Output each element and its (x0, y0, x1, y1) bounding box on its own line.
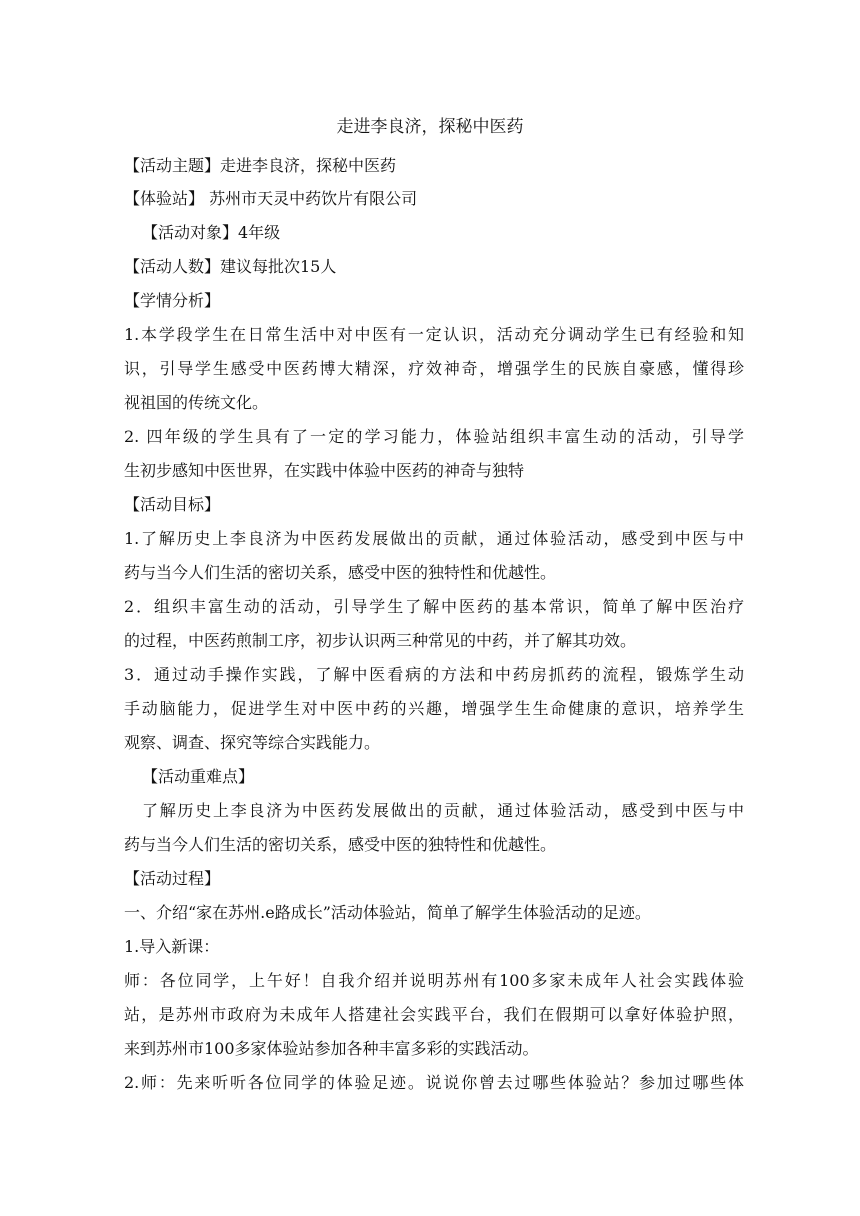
process-paragraph-line: 2.师：先来听听各位同学的体验足迹。说说你曾去过哪些体验站？参加过哪些体 (124, 1073, 744, 1092)
activity-theme-line: 【活动主题】走进李良济，探秘中医药 (124, 156, 397, 175)
analysis-paragraph-line: 识，引导学生感受中医药博大精深，疗效神奇，增强学生的民族自豪感，懂得珍 (124, 359, 744, 378)
participant-count-line: 【活动人数】建议每批次15人 (124, 257, 337, 276)
process-paragraph-line: 来到苏州市100多家体验站参加各种丰富多彩的实践活动。 (124, 1039, 539, 1058)
process-step-heading: 1.导入新课： (124, 937, 220, 956)
goals-paragraph-line: 3．通过动手操作实践，了解中医看病的方法和中药房抓药的流程，锻炼学生动 (124, 665, 744, 684)
learning-analysis-heading: 【学情分析】 (124, 291, 221, 310)
analysis-paragraph-line: 视祖国的传统文化。 (124, 393, 269, 412)
activity-goals-heading: 【活动目标】 (124, 495, 221, 514)
goals-paragraph-line: 药与当今人们生活的密切关系，感受中医的独特性和优越性。 (124, 563, 557, 582)
goals-paragraph-line: 的过程，中医药煎制工序，初步认识两三种常见的中药，并了解其功效。 (124, 631, 637, 650)
key-difficulties-paragraph-line: 了解历史上李良济为中医药发展做出的贡献，通过体验活动，感受到中医与中 (142, 801, 744, 820)
goals-paragraph-line: 1.了解历史上李良济为中医药发展做出的贡献，通过体验活动，感受到中医与中 (124, 529, 744, 548)
analysis-paragraph-line: 1.本学段学生在日常生活中对中医有一定认识，活动充分调动学生已有经验和知 (124, 325, 744, 344)
process-paragraph-line: 师：各位同学，上午好！自我介绍并说明苏州有100多家未成年人社会实践体验 (124, 971, 744, 990)
experience-station-line: 【体验站】 苏州市天灵中药饮片有限公司 (124, 189, 418, 208)
activity-process-heading: 【活动过程】 (124, 869, 221, 888)
key-difficulties-paragraph-line: 药与当今人们生活的密切关系，感受中医的独特性和优越性。 (124, 835, 557, 854)
target-audience-line: 【活动对象】4年级 (142, 223, 281, 242)
goals-paragraph-line: 2．组织丰富生动的活动，引导学生了解中医药的基本常识，简单了解中医治疗 (124, 597, 744, 616)
analysis-paragraph-line: 2. 四年级的学生具有了一定的学习能力，体验站组织丰富生动的活动，引导学 (124, 427, 744, 446)
process-paragraph-line: 站，是苏州市政府为未成年人搭建社会实践平台，我们在假期可以拿好体验护照， (124, 1005, 744, 1024)
goals-paragraph-line: 观察、调查、探究等综合实践能力。 (124, 733, 381, 752)
document-title: 走进李良济，探秘中医药 (336, 117, 524, 137)
analysis-paragraph-line: 生初步感知中医世界，在实践中体验中医药的神奇与独特 (124, 461, 525, 480)
key-difficulties-heading: 【活动重难点】 (142, 767, 255, 786)
process-section-heading: 一、介绍“家在苏州.e路成长”活动体验站，简单了解学生体验活动的足迹。 (124, 903, 651, 922)
goals-paragraph-line: 手动脑能力，促进学生对中医中药的兴趣，增强学生生命健康的意识，培养学生 (124, 699, 744, 718)
